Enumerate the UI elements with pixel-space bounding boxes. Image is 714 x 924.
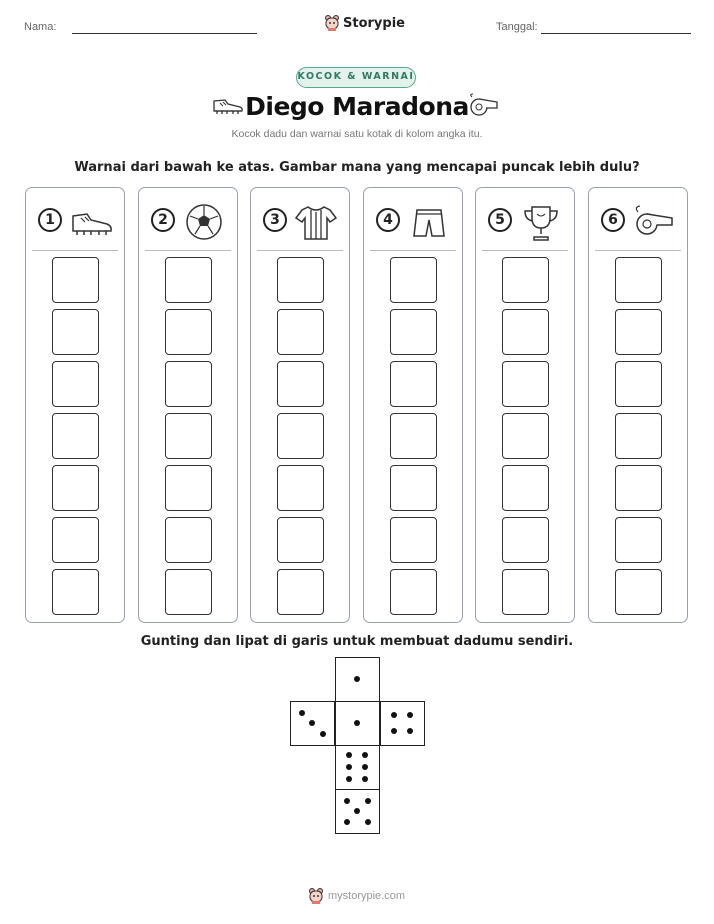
shorts-icon [406, 202, 452, 242]
trophy-icon [518, 202, 564, 242]
color-box[interactable] [502, 569, 549, 615]
color-box[interactable] [277, 413, 324, 459]
color-box[interactable] [615, 517, 662, 563]
name-line [72, 33, 257, 34]
die-face [335, 745, 380, 790]
color-box[interactable] [390, 517, 437, 563]
subtitle: Kocok dadu dan warnai satu kotak di kolom angka itu. [231, 128, 483, 140]
football-boot-icon [68, 202, 114, 242]
color-box[interactable] [165, 413, 212, 459]
brand-name: Storypie [343, 15, 405, 31]
color-box[interactable] [165, 569, 212, 615]
color-box[interactable] [165, 361, 212, 407]
color-box[interactable] [615, 465, 662, 511]
die-pip [344, 798, 350, 804]
column-divider [595, 250, 681, 251]
worksheet-header [0, 0, 714, 50]
activity-tag: KOCOK & WARNAI [296, 67, 416, 88]
color-box[interactable] [390, 569, 437, 615]
color-box[interactable] [165, 309, 212, 355]
die-pip [391, 712, 397, 718]
color-box[interactable] [390, 309, 437, 355]
die-pip [346, 752, 352, 758]
color-box[interactable] [502, 517, 549, 563]
color-box[interactable] [52, 257, 99, 303]
color-box[interactable] [615, 257, 662, 303]
column-number: 3 [263, 208, 287, 232]
die-face [335, 701, 380, 746]
column-6 [588, 187, 688, 623]
die-pip [407, 712, 413, 718]
footer-url: mystorypie.com [328, 890, 406, 902]
die-face [335, 789, 380, 834]
color-box[interactable] [277, 465, 324, 511]
color-box[interactable] [277, 309, 324, 355]
brand-mascot-icon [308, 887, 324, 905]
color-box[interactable] [390, 413, 437, 459]
color-box[interactable] [390, 257, 437, 303]
column-divider [145, 250, 231, 251]
color-box[interactable] [502, 257, 549, 303]
die-pip [346, 764, 352, 770]
color-box[interactable] [615, 413, 662, 459]
die-pip [362, 752, 368, 758]
color-box[interactable] [277, 361, 324, 407]
die-pip [365, 819, 371, 825]
color-box[interactable] [502, 309, 549, 355]
color-box[interactable] [52, 517, 99, 563]
die-pip [346, 776, 352, 782]
color-box[interactable] [165, 465, 212, 511]
color-box[interactable] [165, 257, 212, 303]
die-pip [354, 720, 360, 726]
color-box[interactable] [52, 465, 99, 511]
color-box[interactable] [277, 517, 324, 563]
color-box[interactable] [615, 361, 662, 407]
die-pip [299, 710, 305, 716]
column-divider [370, 250, 456, 251]
die-pip [407, 728, 413, 734]
column-5 [475, 187, 575, 623]
die-pip [362, 764, 368, 770]
die-pip [362, 776, 368, 782]
column-number: 6 [601, 208, 625, 232]
jersey-shirt-icon [293, 202, 339, 242]
name-label: Nama: [24, 21, 57, 33]
color-box[interactable] [390, 361, 437, 407]
soccer-ball-icon [181, 202, 227, 242]
brand-mascot-icon [324, 14, 340, 32]
whistle-icon [467, 93, 501, 119]
die-pip [354, 808, 360, 814]
column-divider [482, 250, 568, 251]
color-box[interactable] [165, 517, 212, 563]
instruction-text: Warnai dari bawah ke atas. Gambar mana yang mencapai puncak lebih dulu? [74, 160, 640, 175]
column-1 [25, 187, 125, 623]
column-number: 5 [488, 208, 512, 232]
brand-logo [324, 12, 405, 34]
footer [308, 886, 405, 906]
color-box[interactable] [615, 309, 662, 355]
die-pip [365, 798, 371, 804]
color-box[interactable] [615, 569, 662, 615]
color-box[interactable] [277, 257, 324, 303]
column-3 [250, 187, 350, 623]
die-face [335, 657, 380, 702]
die-pip [344, 819, 350, 825]
color-box[interactable] [52, 413, 99, 459]
die-pip [391, 728, 397, 734]
die-pip [309, 720, 315, 726]
column-4 [363, 187, 463, 623]
column-number: 2 [151, 208, 175, 232]
die-pip [320, 731, 326, 737]
color-box[interactable] [390, 465, 437, 511]
cut-instruction: Gunting dan lipat di garis untuk membuat dadumu sendiri. [140, 634, 574, 649]
column-number: 4 [376, 208, 400, 232]
color-box[interactable] [502, 361, 549, 407]
die-pip [354, 676, 360, 682]
color-box[interactable] [52, 569, 99, 615]
color-box[interactable] [52, 361, 99, 407]
page-title: Diego Maradona [245, 92, 469, 121]
color-box[interactable] [502, 465, 549, 511]
date-label: Tanggal: [496, 21, 538, 33]
color-box[interactable] [52, 309, 99, 355]
column-divider [257, 250, 343, 251]
column-divider [32, 250, 118, 251]
column-number: 1 [38, 208, 62, 232]
die-face [380, 701, 425, 746]
color-box[interactable] [277, 569, 324, 615]
whistle-icon [631, 202, 677, 242]
die-face [290, 701, 335, 746]
column-2 [138, 187, 238, 623]
color-box[interactable] [502, 413, 549, 459]
date-line [541, 33, 691, 34]
